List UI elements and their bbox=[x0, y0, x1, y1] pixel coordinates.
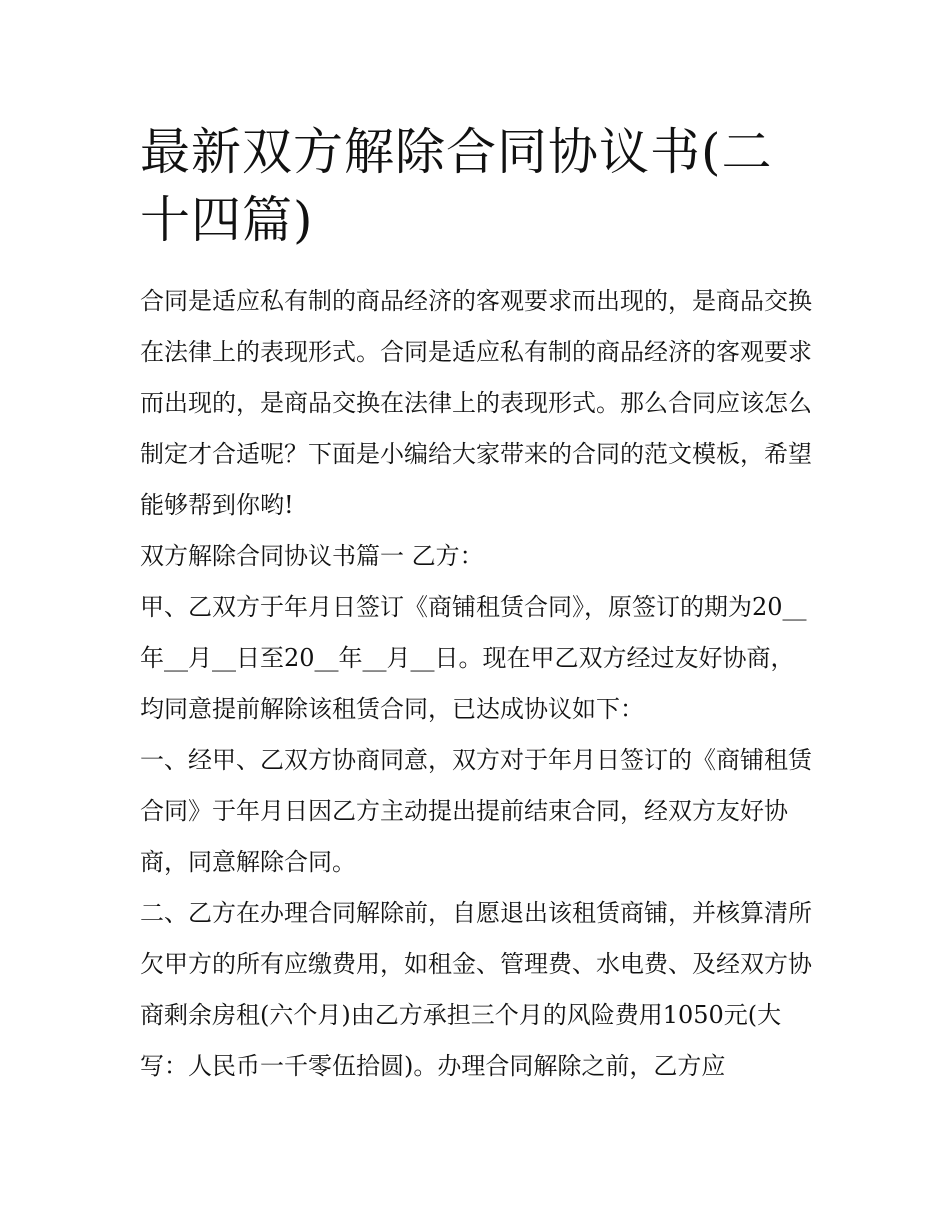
paragraph-clause-two: 二、乙方在办理合同解除前，自愿退出该租赁商铺，并核算清所欠甲方的所有应缴费用，如租金、管理费、水电费、及经双方协商剩余房租(六个月)由乙方承担三个月的风险费用1050元(大写：人民币一千零伍拾圆)。办理合同解除之前，乙方应 bbox=[140, 899, 812, 1080]
paragraph-section-heading: 双方解除合同协议书篇一 乙方： bbox=[140, 542, 484, 570]
paragraph-intro: 合同是适应私有制的商品经济的客观要求而出现的，是商品交换在法律上的表现形式。合同是适应私有制的商品经济的客观要求而出现的，是商品交换在法律上的表现形式。那么合同应该怎么制定才合适呢？下面是小编给大家带来的合同的范文模板，希望能够帮到你哟! bbox=[140, 287, 812, 519]
document-body bbox=[140, 118, 812, 1092]
paragraph-clause-one: 一、经甲、乙双方协商同意，双方对于年月日签订的《商铺租赁合同》于年月日因乙方主动提出提前结束合同，经双方友好协商，同意解除合同。 bbox=[140, 746, 812, 876]
paragraph-contract-term: 甲、乙双方于年月日签订《商铺租赁合同》，原签订的期为20__年__月__日至20__年__月__日。现在甲乙双方经过友好协商，均同意提前解除该租赁合同，已达成协议如下： bbox=[140, 593, 807, 723]
document-title: 最新双方解除合同协议书(二十四篇) bbox=[140, 123, 773, 249]
